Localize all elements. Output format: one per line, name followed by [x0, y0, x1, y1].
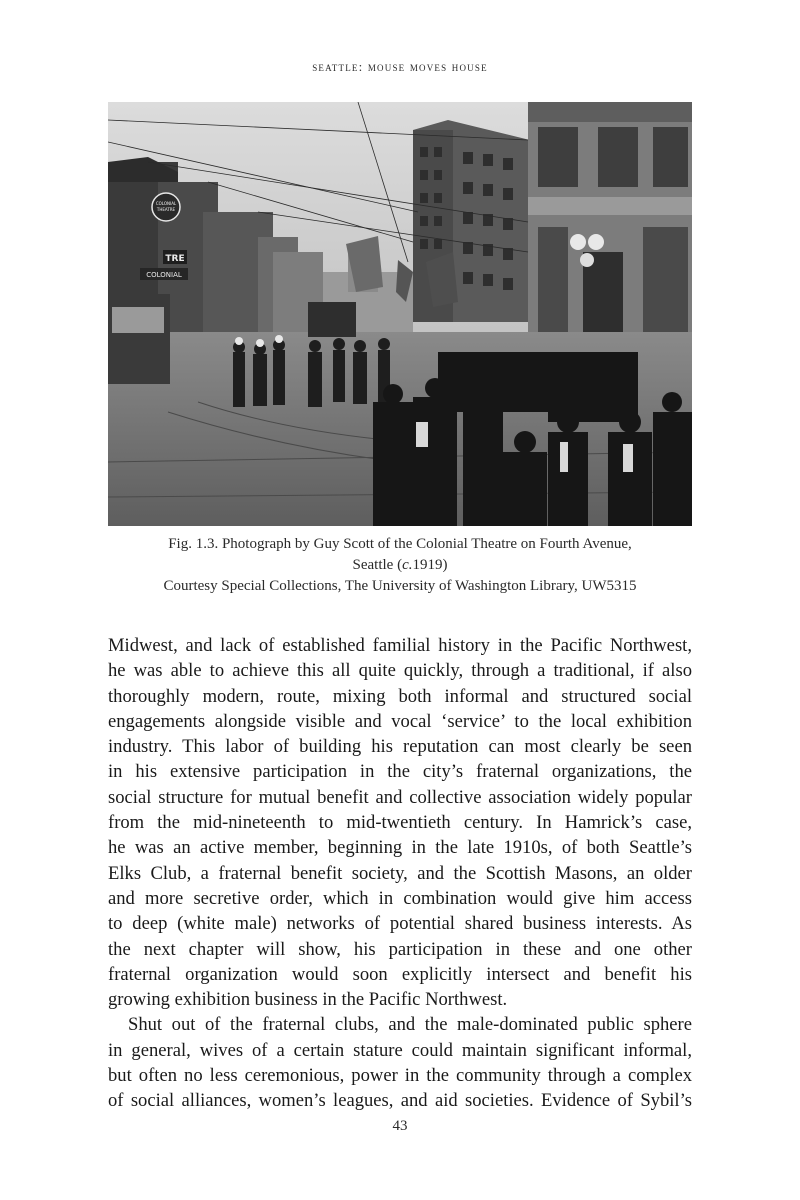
caption-line-2: Seattle (c.1919)	[352, 557, 448, 573]
text-line: Shut out of the fraternal clubs, and the male-dominated public sphere	[128, 1014, 692, 1036]
paragraph-2	[108, 1012, 692, 1113]
text-line: industry. This labor of building his reputation can most clearly be seen	[108, 736, 692, 758]
svg-text:COLONIAL: COLONIAL	[155, 201, 177, 206]
text-line: Elks Club, a fraternal benefit society, and the Scottish Masons, an older	[108, 862, 692, 884]
text-line: he was able to achieve this all quite quickly, through a traditional, if also	[108, 660, 692, 682]
text-line: of social alliances, women’s leagues, and aid societies. Evidence of Sybil’s	[108, 1090, 692, 1112]
text-line: to deep (white male) networks of potential shared business interests. As	[108, 913, 692, 935]
text-line: thoroughly modern, route, mixing both informal and structured social	[108, 685, 692, 707]
text-line: the next chapter will show, his participation in these and one other	[108, 938, 692, 960]
running-head: seattle: mouse moves house	[312, 59, 488, 74]
text-line: engagements alongside visible and vocal ‘service’ to the local exhibition	[108, 710, 692, 732]
page-number: 43	[392, 1118, 408, 1134]
text-line: in general, wives of a certain stature could maintain significant informal,	[108, 1039, 692, 1061]
text-line: he was an active member, beginning in the late 1910s, of both Seattle’s	[108, 837, 692, 859]
text-line: Midwest, and lack of established familial history in the Pacific Northwest,	[108, 635, 692, 656]
text-line: social structure for mutual benefit and collective association widely popular	[108, 786, 692, 808]
caption-credit-line: Courtesy Special Collections, The University of Washington Library, UW5315	[163, 578, 637, 594]
sign-colonial: COLONIAL	[146, 271, 182, 279]
text-line: and more secretive order, which in combination would give him access	[108, 887, 692, 909]
text-line: but often no less ceremonious, power in the community through a complex	[108, 1065, 692, 1087]
svg-text:THEATRE: THEATRE	[156, 207, 176, 212]
text-line: fraternal organization would soon explicitly intersect and benefit his	[108, 963, 692, 985]
text-line: in his extensive participation in the city’s fraternal organizations, the	[108, 761, 692, 783]
body-text	[108, 633, 692, 1114]
street-scene-illustration	[108, 102, 692, 526]
sign-tre: TRE	[165, 254, 185, 264]
paragraph-1	[108, 633, 692, 1012]
text-line: from the mid-nineteenth to mid-twentieth century. In Hamrick’s case,	[108, 812, 692, 834]
historical-photograph	[108, 102, 692, 526]
text-line: growing exhibition business in the Pacific Northwest.	[108, 989, 508, 1011]
figure-caption	[108, 534, 692, 597]
caption-line-1: Fig. 1.3. Photograph by Guy Scott of the Colonial Theatre on Fourth Avenue,	[168, 536, 632, 552]
caption-circa: c.	[402, 557, 413, 573]
